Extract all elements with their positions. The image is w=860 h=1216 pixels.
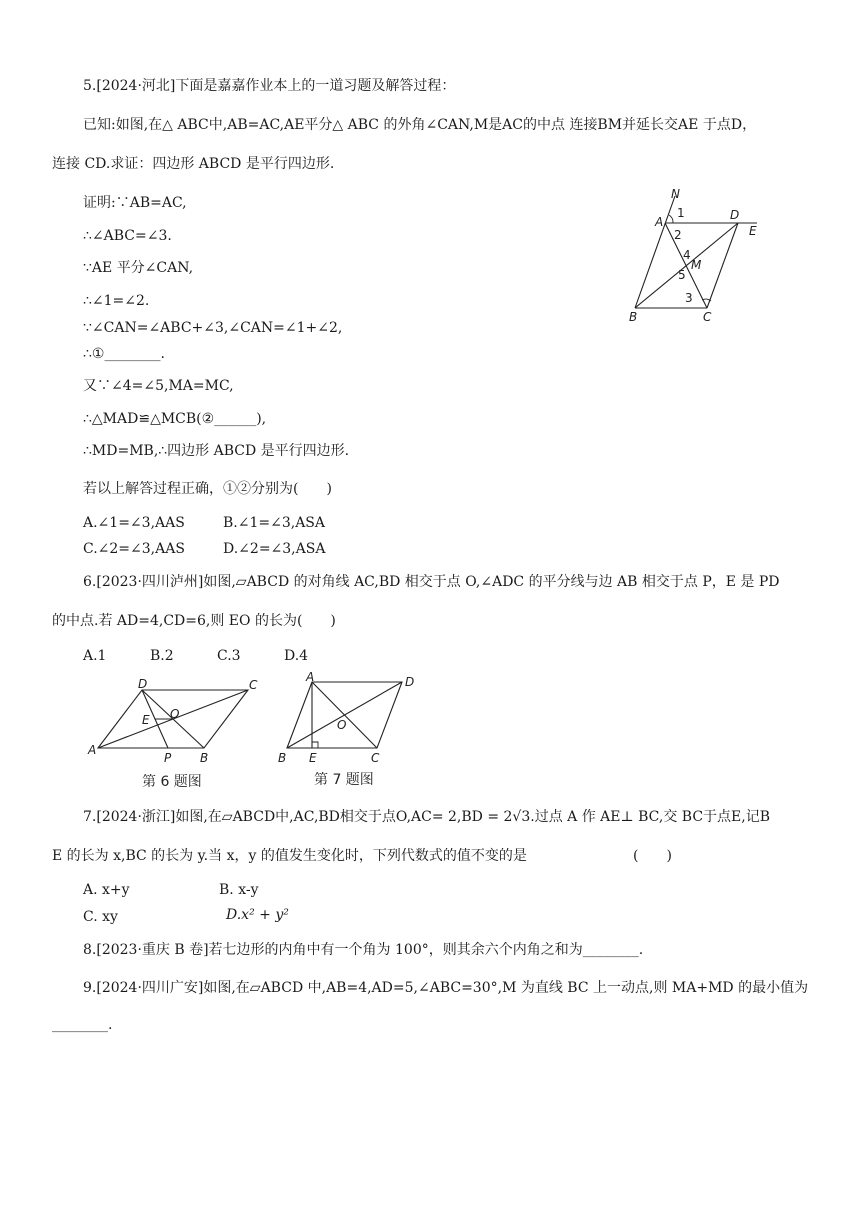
- label-N: N: [671, 188, 680, 201]
- label-A: A: [655, 215, 664, 229]
- q6-figure: [86, 678, 266, 793]
- label-B: B: [629, 310, 638, 323]
- q7-option-a: A. x+y: [83, 882, 130, 898]
- q5-proof-blank-2: ∴△MAD≌△MCB(②______),: [83, 411, 267, 427]
- q5-proof-line: ∴∠ABC=∠3.: [83, 228, 172, 244]
- q5-proof-line: ∵AE 平分∠CAN,: [83, 260, 194, 276]
- q9-line-1: 9.[2024·四川广安]如图,在▱ABCD 中,AB=4,AD=5,∠ABC=30°,M 为直线 BC 上一动点,则 MA+MD 的最小值为: [83, 980, 809, 996]
- q9-line-2: ________.: [52, 1017, 113, 1033]
- q6-line-1: 6.[2023·四川泸州]如图,▱ABCD 的对角线 AC,BD 相交于点 O,∠ADC 的平分线与边 AB 相交于点 P，E 是 PD: [83, 574, 780, 590]
- label-C: C: [371, 751, 380, 765]
- q5-given-line-2: 连接 CD.求证：四边形 ABCD 是平行四边形.: [52, 156, 335, 172]
- q5-option-d: D.∠2=∠3,ASA: [223, 541, 326, 557]
- q7-option-b: B. x-y: [219, 882, 259, 898]
- q6-option-d: D.4: [284, 648, 309, 664]
- label-A: A: [88, 743, 97, 757]
- q5-figure: [625, 188, 765, 323]
- q5-option-a: A.∠1=∠3,AAS: [83, 515, 185, 531]
- q5-proof-line: 又∵∠4=∠5,MA=MC,: [83, 378, 234, 394]
- label-O: O: [337, 718, 347, 732]
- q5-option-b: B.∠1=∠3,ASA: [223, 515, 326, 531]
- label-D: D: [138, 678, 148, 691]
- q6-option-b: B.2: [150, 648, 174, 664]
- label-B: B: [200, 751, 209, 765]
- q7-option-c: C. xy: [83, 909, 118, 925]
- q7-figure-caption: 第 7 题图: [314, 772, 374, 788]
- q5-proof-line: ∴∠1=∠2.: [83, 293, 150, 309]
- label-angle-4: 4: [683, 248, 691, 262]
- q7-line-2: E 的长为 x,BC 的长为 y.当 x，y 的值发生变化时，下列代数式的值不变的是: [52, 848, 527, 864]
- q5-title: 5.[2024·河北]下面是嘉嘉作业本上的一道习题及解答过程：: [83, 78, 456, 94]
- q7-figure: [272, 670, 432, 793]
- label-O: O: [170, 707, 180, 721]
- q5-proof-blank-1: ∴①________.: [83, 346, 165, 362]
- q5-question: 若以上解答过程正确，①②分别为( ): [83, 481, 332, 497]
- label-C: C: [703, 310, 712, 323]
- q8-line-1: 8.[2023·重庆 B 卷]若七边形的内角中有一个角为 100°，则其余六个内角之和为________.: [83, 942, 644, 958]
- label-C: C: [249, 678, 258, 692]
- q7-answer-paren: ( ): [633, 848, 672, 864]
- label-angle-1: 1: [677, 206, 685, 220]
- q7-line-1: 7.[2024·浙江]如图,在▱ABCD中,AC,BD相交于点O,AC= 2,BD = 2√3.过点 A 作 AE⊥ BC,交 BC于点E,记B: [83, 809, 770, 825]
- label-D: D: [405, 675, 415, 689]
- label-E: E: [749, 224, 757, 238]
- q5-given-line-1: 已知:如图,在△ ABC中,AB=AC,AE平分△ ABC 的外角∠CAN,M是AC的中点 连接BM并延长交AE 于点D，: [83, 117, 757, 133]
- q5-proof-line: ∵∠CAN=∠ABC+∠3,∠CAN=∠1+∠2,: [83, 320, 343, 336]
- label-P: P: [164, 751, 172, 765]
- label-angle-3: 3: [685, 291, 693, 305]
- label-E: E: [142, 713, 150, 727]
- q5-proof-line: 证明:∵AB=AC,: [83, 195, 187, 211]
- q5-option-c: C.∠2=∠3,AAS: [83, 541, 185, 557]
- q5-proof-conclusion: ∴MD=MB,∴四边形 ABCD 是平行四边形.: [83, 443, 350, 459]
- q6-option-c: C.3: [217, 648, 241, 664]
- label-B: B: [278, 751, 287, 765]
- label-D: D: [730, 208, 740, 222]
- q6-option-a: A.1: [83, 648, 107, 664]
- label-angle-5: 5: [678, 268, 686, 282]
- q6-line-2: 的中点.若 AD=4,CD=6,则 EO 的长为( ): [52, 613, 336, 629]
- label-A: A: [306, 670, 315, 684]
- label-M: M: [691, 258, 702, 272]
- q6-figure-caption: 第 6 题图: [142, 774, 202, 790]
- label-E: E: [309, 751, 317, 765]
- q7-option-d: D.x² + y²: [226, 907, 289, 923]
- label-angle-2: 2: [674, 228, 682, 242]
